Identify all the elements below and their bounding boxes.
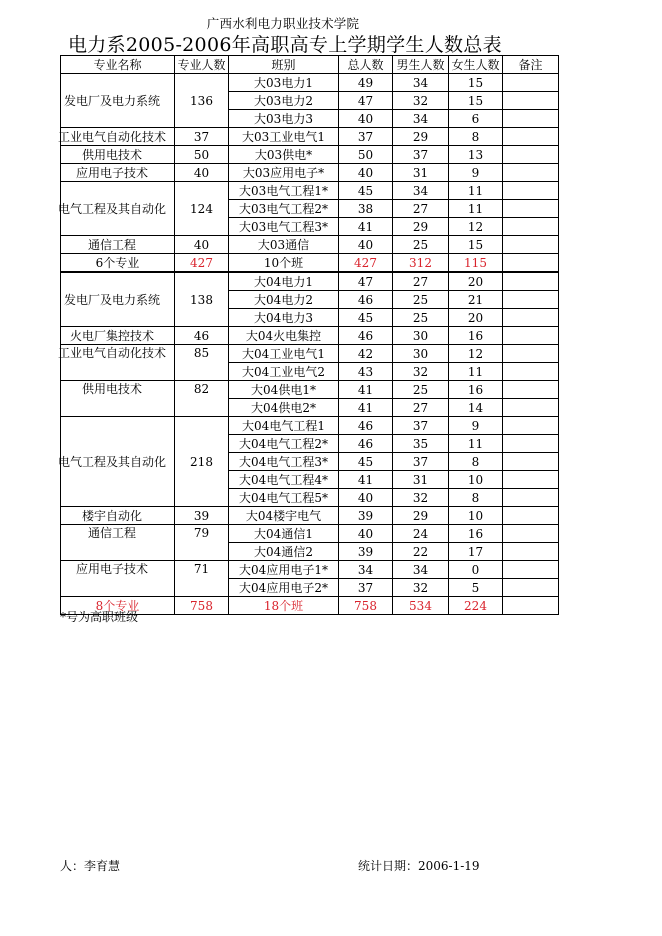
table-row xyxy=(61,164,559,182)
class-name-cell: 大04工业电气2 xyxy=(229,363,339,381)
header-cell: 女生人数 xyxy=(449,56,503,74)
total-cell: 39 xyxy=(339,543,393,561)
class-name-cell: 大04电气工程2* xyxy=(229,435,339,453)
table-row xyxy=(61,417,559,435)
major-name-cell xyxy=(61,146,175,164)
total-cell: 41 xyxy=(339,218,393,236)
major-name-cell xyxy=(61,236,175,254)
class-name-cell: 大04通信2 xyxy=(229,543,339,561)
total-cell: 47 xyxy=(339,92,393,110)
class-name-cell: 大03电力2 xyxy=(229,92,339,110)
female-cell: 11 xyxy=(449,200,503,218)
male-cell: 32 xyxy=(393,579,449,597)
major-name-cell xyxy=(57,417,175,507)
summary-row xyxy=(61,254,559,273)
class-name-cell: 大04电气工程5* xyxy=(229,489,339,507)
female-cell: 15 xyxy=(449,236,503,254)
female-cell: 12 xyxy=(449,345,503,363)
class-name-cell: 大04电力2 xyxy=(229,291,339,309)
female-cell: 12 xyxy=(449,218,503,236)
summary-female-cell: 115 xyxy=(449,254,503,273)
female-cell: 10 xyxy=(449,471,503,489)
remark-cell xyxy=(503,453,559,471)
header-cell: 备注 xyxy=(503,56,559,74)
male-cell: 32 xyxy=(393,363,449,381)
class-name-cell: 大04电气工程3* xyxy=(229,453,339,471)
remark-cell xyxy=(503,74,559,92)
table-row xyxy=(61,327,559,345)
summary-male-cell: 534 xyxy=(393,597,449,615)
school-name: 广西水利电力职业技术学院 xyxy=(206,16,360,31)
major-name: 发电厂及电力系统 xyxy=(63,93,160,108)
major-count-cell: 40 xyxy=(175,236,229,254)
male-cell: 29 xyxy=(393,507,449,525)
major-count-cell: 50 xyxy=(175,146,229,164)
remark-cell xyxy=(503,146,559,164)
major-count-cell: 136 xyxy=(175,74,229,128)
class-name-cell: 大04电气工程1 xyxy=(229,417,339,435)
table-row xyxy=(61,345,559,363)
maker-label: 人：李育慧 xyxy=(60,859,121,873)
total-cell: 47 xyxy=(339,272,393,291)
class-name-cell: 大03供电* xyxy=(229,146,339,164)
summary-classes-cell: 10个班 xyxy=(229,254,339,273)
male-cell: 34 xyxy=(393,182,449,200)
male-cell: 25 xyxy=(393,291,449,309)
total-cell: 40 xyxy=(339,164,393,182)
male-cell: 37 xyxy=(393,146,449,164)
remark-cell xyxy=(503,489,559,507)
table-row xyxy=(61,272,559,291)
header-cell: 班别 xyxy=(229,56,339,74)
male-cell: 34 xyxy=(393,561,449,579)
male-cell: 31 xyxy=(393,164,449,182)
class-name-cell: 大04供电1* xyxy=(229,381,339,399)
female-cell: 10 xyxy=(449,507,503,525)
female-cell: 9 xyxy=(449,164,503,182)
remark-cell xyxy=(503,507,559,525)
major-name: 工业电气自动化技术 xyxy=(57,129,166,144)
female-cell: 6 xyxy=(449,110,503,128)
header-cell: 专业人数 xyxy=(175,56,229,74)
major-name: 工业电气自动化技术 xyxy=(57,346,166,360)
major-name: 楼宇自动化 xyxy=(81,508,142,523)
table-row xyxy=(61,74,559,92)
remark-cell xyxy=(503,561,559,579)
remark-cell xyxy=(503,309,559,327)
remark-cell xyxy=(503,291,559,309)
major-name: 发电厂及电力系统 xyxy=(63,292,160,307)
major-name-cell xyxy=(61,525,175,561)
major-count-cell: 85 xyxy=(175,345,229,381)
female-cell: 20 xyxy=(449,309,503,327)
remark-cell xyxy=(503,182,559,200)
female-cell: 0 xyxy=(449,561,503,579)
class-name-cell: 大03电气工程2* xyxy=(229,200,339,218)
summary-total-cell: 427 xyxy=(339,254,393,273)
male-cell: 22 xyxy=(393,543,449,561)
table-row xyxy=(61,236,559,254)
female-cell: 11 xyxy=(449,363,503,381)
header-cell: 男生人数 xyxy=(393,56,449,74)
major-name: 应用电子技术 xyxy=(75,562,148,576)
female-cell: 8 xyxy=(449,453,503,471)
class-name-cell: 大04工业电气1 xyxy=(229,345,339,363)
class-name-cell: 大03工业电气1 xyxy=(229,128,339,146)
class-name-cell: 大03应用电子* xyxy=(229,164,339,182)
remark-cell xyxy=(503,200,559,218)
class-name-cell: 大03电力1 xyxy=(229,74,339,92)
female-cell: 8 xyxy=(449,489,503,507)
male-cell: 27 xyxy=(393,200,449,218)
male-cell: 25 xyxy=(393,236,449,254)
table-row xyxy=(61,182,559,200)
female-cell: 16 xyxy=(449,381,503,399)
remark-cell xyxy=(503,236,559,254)
remark-cell xyxy=(503,272,559,291)
male-cell: 30 xyxy=(393,345,449,363)
major-name-cell xyxy=(61,507,175,525)
remark-cell xyxy=(503,471,559,489)
major-count-cell: 37 xyxy=(175,128,229,146)
total-cell: 37 xyxy=(339,579,393,597)
major-name-cell xyxy=(61,381,175,417)
total-cell: 34 xyxy=(339,561,393,579)
class-name-cell: 大04供电2* xyxy=(229,399,339,417)
total-cell: 46 xyxy=(339,291,393,309)
summary-male-cell: 312 xyxy=(393,254,449,273)
remark-cell xyxy=(503,363,559,381)
total-cell: 40 xyxy=(339,489,393,507)
female-cell: 20 xyxy=(449,272,503,291)
major-name-cell xyxy=(61,561,175,597)
major-count-cell: 79 xyxy=(175,525,229,561)
class-name-cell: 大03电气工程3* xyxy=(229,218,339,236)
major-count-cell: 218 xyxy=(175,417,229,507)
class-name-cell: 大04火电集控 xyxy=(229,327,339,345)
page-title: 电力系2005-2006年高职高专上学期学生人数总表 xyxy=(68,34,502,56)
summary-majors-cell: 8个专业 xyxy=(61,597,175,615)
summary-total-cell: 758 xyxy=(339,597,393,615)
total-cell: 38 xyxy=(339,200,393,218)
summary-remark-cell xyxy=(503,597,559,615)
major-name-cell xyxy=(57,182,175,236)
total-cell: 45 xyxy=(339,453,393,471)
remark-cell xyxy=(503,92,559,110)
remark-cell xyxy=(503,579,559,597)
summary-count-cell: 758 xyxy=(175,597,229,615)
major-name: 供用电技术 xyxy=(81,147,142,162)
major-count-cell: 46 xyxy=(175,327,229,345)
class-name-cell: 大03电气工程1* xyxy=(229,182,339,200)
remark-cell xyxy=(503,417,559,435)
class-name-cell: 大04电力1 xyxy=(229,272,339,291)
summary-remark-cell xyxy=(503,254,559,273)
remark-cell xyxy=(503,525,559,543)
class-name-cell: 大04应用电子2* xyxy=(229,579,339,597)
stat-date: 统计日期：2006-1-19 xyxy=(358,859,480,873)
remark-cell xyxy=(503,327,559,345)
total-cell: 41 xyxy=(339,399,393,417)
total-cell: 40 xyxy=(339,236,393,254)
female-cell: 14 xyxy=(449,399,503,417)
male-cell: 35 xyxy=(393,435,449,453)
male-cell: 29 xyxy=(393,218,449,236)
footnote: *号为高职班级 xyxy=(60,610,139,624)
total-cell: 37 xyxy=(339,128,393,146)
remark-cell xyxy=(503,435,559,453)
remark-cell xyxy=(503,399,559,417)
major-count-cell: 71 xyxy=(175,561,229,597)
male-cell: 30 xyxy=(393,327,449,345)
remark-cell xyxy=(503,218,559,236)
class-name-cell: 大03通信 xyxy=(229,236,339,254)
major-name-cell xyxy=(61,74,175,128)
major-count-cell: 40 xyxy=(175,164,229,182)
male-cell: 32 xyxy=(393,489,449,507)
summary-majors-cell: 6个专业 xyxy=(61,254,175,273)
remark-cell xyxy=(503,110,559,128)
table-row xyxy=(61,381,559,399)
female-cell: 11 xyxy=(449,435,503,453)
major-name-cell xyxy=(57,128,175,146)
summary-count-cell: 427 xyxy=(175,254,229,273)
table-row xyxy=(61,561,559,579)
major-count-cell: 138 xyxy=(175,272,229,327)
major-count-cell: 82 xyxy=(175,381,229,417)
major-count-cell: 124 xyxy=(175,182,229,236)
major-name-cell xyxy=(61,272,175,327)
header-cell: 总人数 xyxy=(339,56,393,74)
female-cell: 13 xyxy=(449,146,503,164)
female-cell: 5 xyxy=(449,579,503,597)
major-name: 通信工程 xyxy=(87,237,136,252)
male-cell: 34 xyxy=(393,74,449,92)
table-row xyxy=(61,146,559,164)
major-name-cell xyxy=(61,164,175,182)
total-cell: 41 xyxy=(339,381,393,399)
class-name-cell: 大03电力3 xyxy=(229,110,339,128)
major-name-cell xyxy=(57,345,175,381)
total-cell: 46 xyxy=(339,327,393,345)
total-cell: 49 xyxy=(339,74,393,92)
total-cell: 45 xyxy=(339,309,393,327)
female-cell: 17 xyxy=(449,543,503,561)
major-name: 供用电技术 xyxy=(81,382,142,396)
total-cell: 43 xyxy=(339,363,393,381)
male-cell: 37 xyxy=(393,417,449,435)
table-row xyxy=(61,525,559,543)
class-name-cell: 大04电力3 xyxy=(229,309,339,327)
total-cell: 40 xyxy=(339,525,393,543)
major-count-cell: 39 xyxy=(175,507,229,525)
class-name-cell: 大04应用电子1* xyxy=(229,561,339,579)
male-cell: 25 xyxy=(393,381,449,399)
major-name: 应用电子技术 xyxy=(75,165,148,180)
major-name: 火电厂集控技术 xyxy=(69,328,154,343)
total-cell: 42 xyxy=(339,345,393,363)
total-cell: 50 xyxy=(339,146,393,164)
female-cell: 15 xyxy=(449,92,503,110)
class-name-cell: 大04通信1 xyxy=(229,525,339,543)
male-cell: 29 xyxy=(393,128,449,146)
remark-cell xyxy=(503,381,559,399)
female-cell: 8 xyxy=(449,128,503,146)
male-cell: 31 xyxy=(393,471,449,489)
total-cell: 46 xyxy=(339,417,393,435)
total-cell: 39 xyxy=(339,507,393,525)
total-cell: 46 xyxy=(339,435,393,453)
female-cell: 15 xyxy=(449,74,503,92)
female-cell: 9 xyxy=(449,417,503,435)
male-cell: 34 xyxy=(393,110,449,128)
remark-cell xyxy=(503,128,559,146)
female-cell: 16 xyxy=(449,327,503,345)
remark-cell xyxy=(503,345,559,363)
student-count-table xyxy=(57,55,559,615)
total-cell: 40 xyxy=(339,110,393,128)
major-name: 电气工程及其自动化 xyxy=(57,201,166,216)
female-cell: 21 xyxy=(449,291,503,309)
remark-cell xyxy=(503,164,559,182)
male-cell: 37 xyxy=(393,453,449,471)
remark-cell xyxy=(503,543,559,561)
male-cell: 27 xyxy=(393,272,449,291)
header-cell: 专业名称 xyxy=(61,56,175,74)
female-cell: 16 xyxy=(449,525,503,543)
male-cell: 25 xyxy=(393,309,449,327)
male-cell: 24 xyxy=(393,525,449,543)
male-cell: 27 xyxy=(393,399,449,417)
major-name: 通信工程 xyxy=(87,526,136,540)
class-name-cell: 大04电气工程4* xyxy=(229,471,339,489)
total-cell: 45 xyxy=(339,182,393,200)
total-cell: 41 xyxy=(339,471,393,489)
table-row xyxy=(61,128,559,146)
major-name-cell xyxy=(61,327,175,345)
male-cell: 32 xyxy=(393,92,449,110)
table-row xyxy=(61,507,559,525)
major-name: 电气工程及其自动化 xyxy=(57,454,166,469)
summary-classes-cell: 18个班 xyxy=(229,597,339,615)
class-name-cell: 大04楼宇电气 xyxy=(229,507,339,525)
female-cell: 11 xyxy=(449,182,503,200)
summary-female-cell: 224 xyxy=(449,597,503,615)
header-row xyxy=(61,56,559,74)
